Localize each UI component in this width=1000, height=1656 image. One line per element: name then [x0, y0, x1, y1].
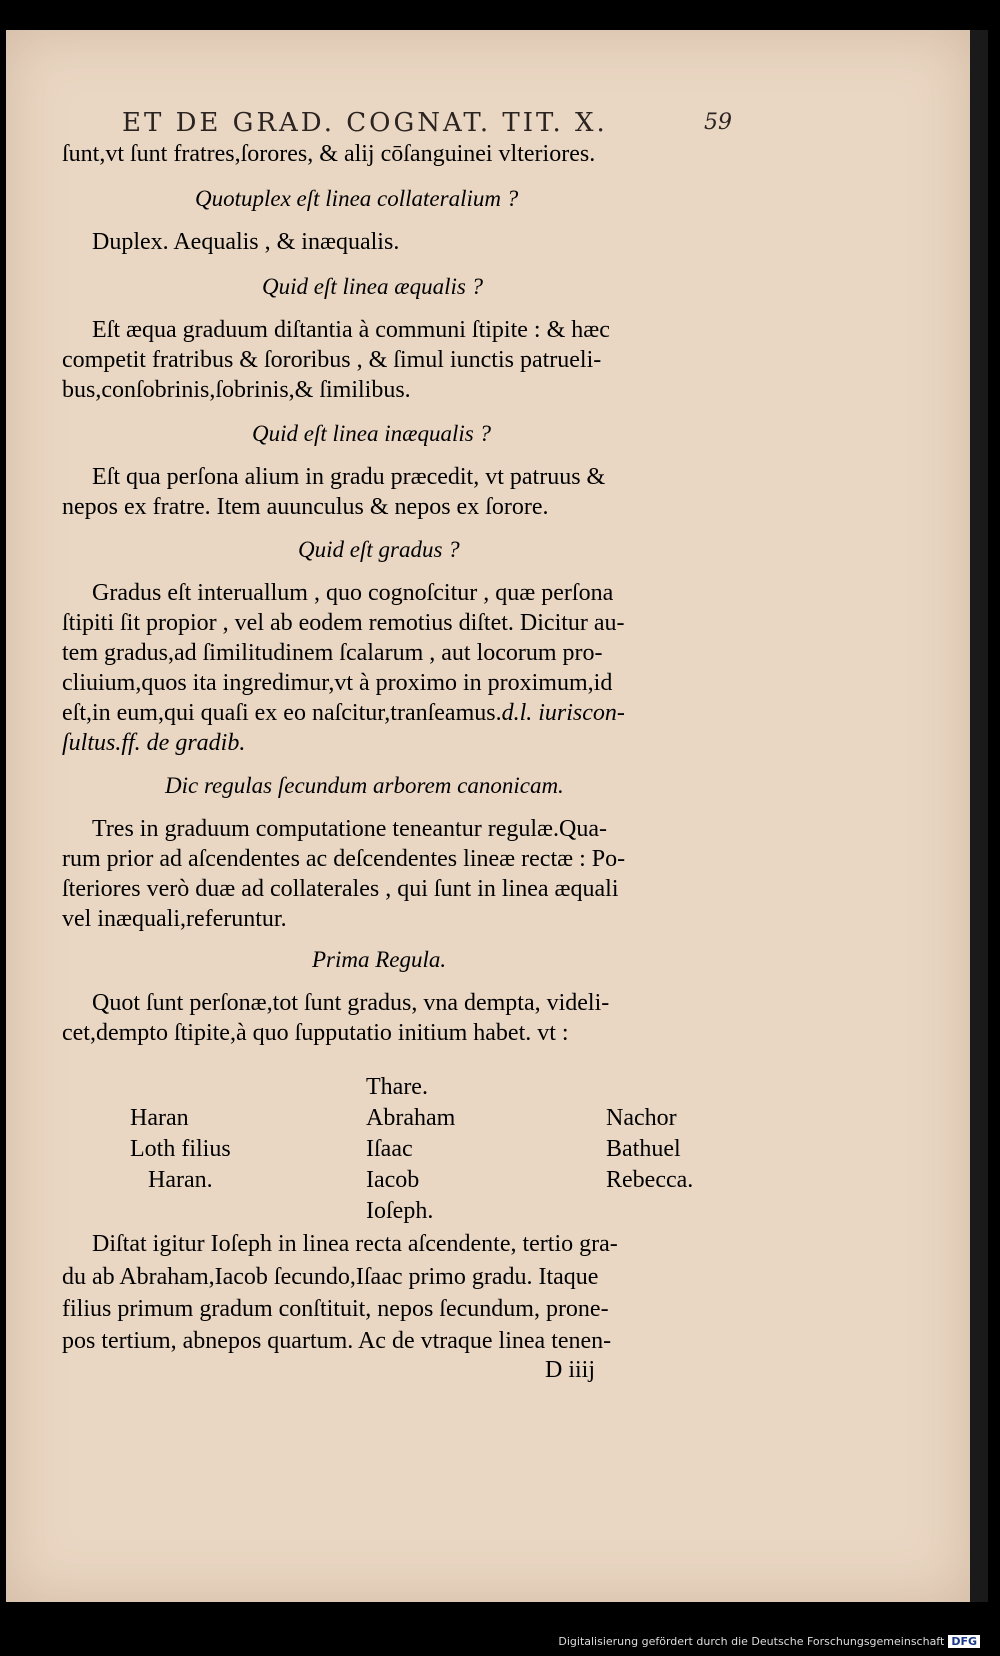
text-line: ſteriores verò duæ ad collaterales , qui ſunt in linea æquali: [62, 876, 619, 902]
signature-mark: D iiij: [545, 1357, 596, 1383]
text-line: [62, 671, 730, 695]
question-heading: Dic regulas ſecundum arborem canonicam.: [165, 773, 564, 798]
text-line: ſunt,vt ſunt fratres,ſorores, & alij cōſanguinei vlteriores.: [62, 141, 596, 167]
text-line: Tres in graduum computatione teneantur regulæ.Qua-: [92, 816, 607, 842]
dfg-logo: DFG: [948, 1635, 980, 1648]
question-heading: Quotuplex eſt linea collateralium ?: [195, 186, 519, 211]
question-heading: Quid eſt gradus ?: [298, 537, 460, 562]
text-line: tem gradus,ad ſimilitudinem ſcalarum , aut locorum pro-: [62, 640, 603, 666]
citation-continued: ſultus.ff. de gradib.: [62, 730, 246, 756]
text-line-part: eſt,in eum,qui quaſi ex eo naſcitur,tranſeamus.: [62, 700, 502, 726]
citation: d.l. iuriscon-: [501, 700, 625, 726]
text-line: Gradus eſt interuallum , quo cognoſcitur , quæ perſona: [92, 580, 614, 606]
text-line: pos tertium, abnepos quartum. Ac de vtraque linea tenen-: [62, 1328, 612, 1354]
text-line: Eſt qua perſona alium in gradu præcedit, vt patruus &: [92, 464, 606, 490]
footer-text: Digitalisierung gefördert durch die Deutsche Forschungsgemeinschaft: [558, 1635, 945, 1648]
tree-center-column: Thare. Abraham Iſaac Iacob Ioſeph.: [366, 1074, 456, 1224]
text-line: ſtipiti ſit propior , vel ab eodem remotius diſtet. Dicitur au-: [62, 610, 625, 636]
text-line: Diſtat igitur Ioſeph in linea recta aſcendente, tertio gra-: [92, 1231, 618, 1257]
header-title: ET DE GRAD. COGNAT. TIT. X.: [122, 108, 608, 138]
page-number: 59: [704, 110, 732, 135]
text-line: rum prior ad aſcendentes ac deſcendentes lineæ rectæ : Po-: [62, 846, 626, 872]
text-line: Quot ſunt perſonæ,tot ſunt gradus, vna dempta, videli-: [92, 990, 610, 1016]
tree-right-column: Nachor Bathuel Rebecca.: [606, 1105, 694, 1193]
tree-left-column: Haran Loth filius Haran.: [130, 1105, 231, 1193]
page-edge-shadow: [970, 30, 988, 1602]
text-line: filius primum gradum conſtituit, nepos ſecundum, prone-: [62, 1296, 609, 1322]
text-line: Eſt æqua graduum diſtantia à communi ſtipite : & hæc: [92, 317, 610, 343]
text-line: [62, 701, 730, 725]
text-line: Duplex. Aequalis , & inæqualis.: [92, 229, 400, 255]
text-line: nepos ex fratre. Item auunculus & nepos ex ſorore.: [62, 494, 549, 520]
text-line: competit fratribus & ſororibus , & ſimul iunctis patrueli-: [62, 347, 602, 373]
question-heading: Quid eſt linea æqualis ?: [262, 274, 484, 299]
text-line: cet,dempto ſtipite,à quo ſupputatio initium habet. vt :: [62, 1020, 569, 1046]
text-line: vel inæquali,referuntur.: [62, 906, 287, 932]
running-header: [122, 108, 732, 138]
text-line-part: cliuium,quos ita ingredimur,vt à proximo in proximum,id: [62, 670, 613, 696]
digitization-footer: [558, 1635, 980, 1648]
rule-heading: Prima Regula.: [312, 947, 447, 972]
text-line: du ab Abraham,Iacob ſecundo,Iſaac primo gradu. Itaque: [62, 1264, 599, 1290]
text-line: bus,conſobrinis,ſobrinis,& ſimilibus.: [62, 377, 411, 403]
question-heading: Quid eſt linea inæqualis ?: [252, 421, 491, 446]
